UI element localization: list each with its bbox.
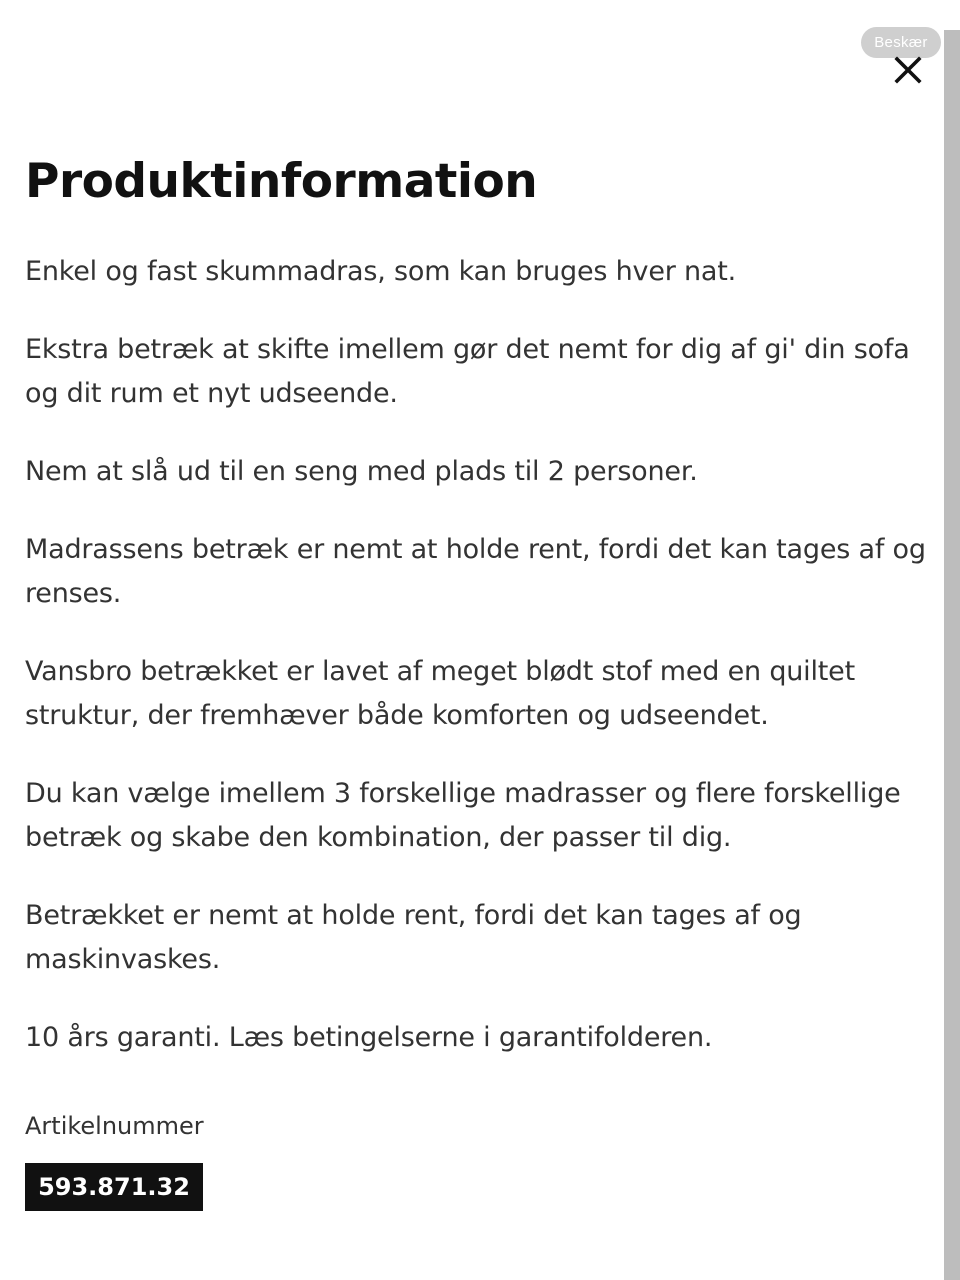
scrollbar[interactable] xyxy=(944,30,960,1280)
close-button[interactable] xyxy=(893,55,923,85)
description-paragraph: Enkel og fast skummadras, som kan bruges hver nat. xyxy=(25,256,737,287)
description-paragraph: Nem at slå ud til en seng med plads til 2 personer. xyxy=(25,456,698,487)
description-paragraph: Du kan vælge imellem 3 forskellige madrasser og flere forskellige betræk og skabe den kombination, der passer til dig. xyxy=(25,778,901,853)
description-paragraph: Betrækket er nemt at holde rent, fordi det kan tages af og maskinvaskes. xyxy=(25,900,802,975)
product-description xyxy=(25,250,937,1094)
page-title: Produktinformation xyxy=(25,154,538,209)
description-paragraph: Madrassens betræk er nemt at holde rent, fordi det kan tages af og renses. xyxy=(25,534,926,609)
article-number-badge: 593.871.32 xyxy=(25,1163,203,1211)
description-paragraph: 10 års garanti. Læs betingelserne i garantifolderen. xyxy=(25,1022,713,1053)
description-paragraph: Vansbro betrækket er lavet af meget blødt stof med en quiltet struktur, der fremhæver både komforten og udseendet. xyxy=(25,656,855,731)
crop-button[interactable]: Beskær xyxy=(861,27,941,58)
close-icon xyxy=(893,55,923,85)
description-paragraph: Ekstra betræk at skifte imellem gør det nemt for dig af gi' din sofa og dit rum et nyt udseende. xyxy=(25,334,910,409)
article-number-label: Artikelnummer xyxy=(25,1112,204,1140)
